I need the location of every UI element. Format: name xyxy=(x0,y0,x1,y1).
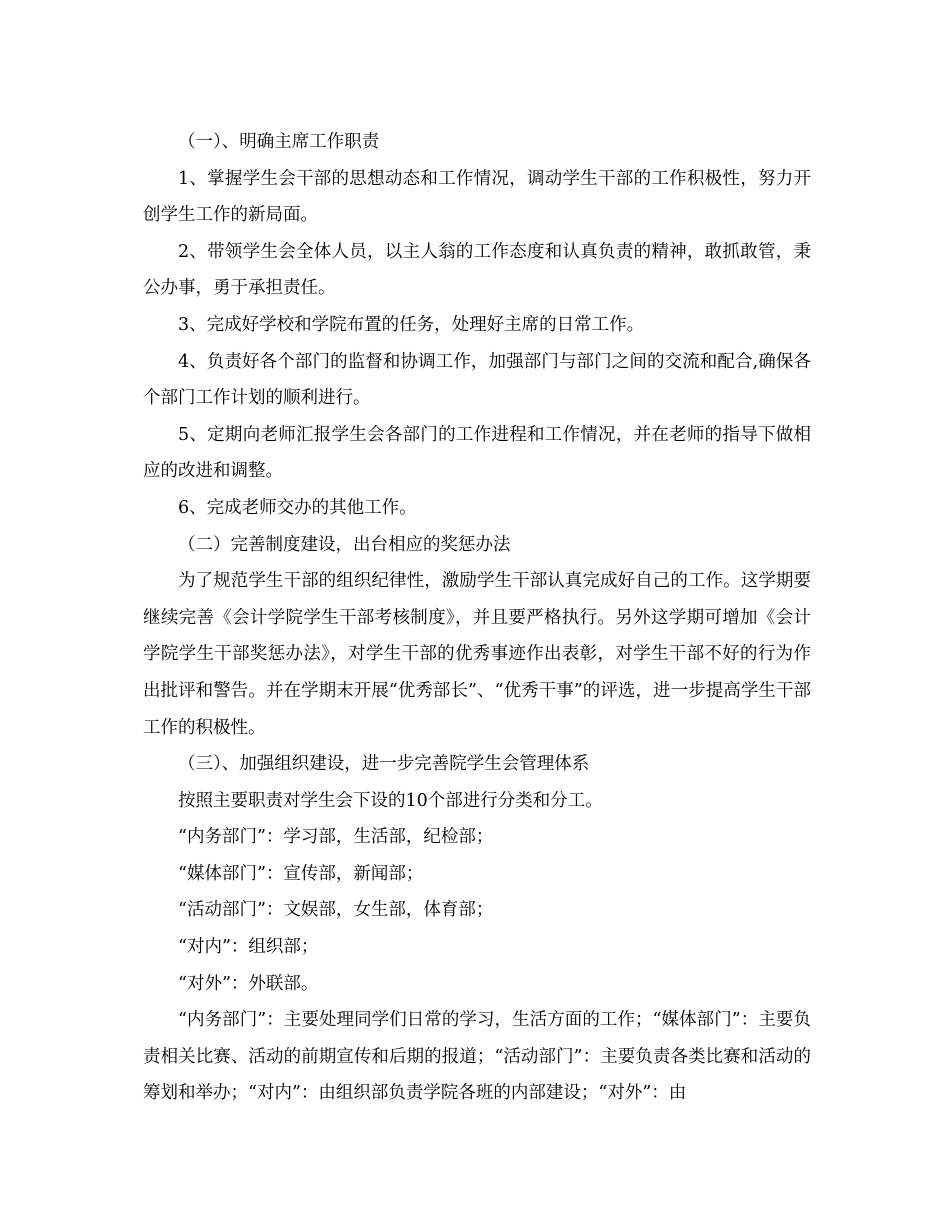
paragraph-8: 按照主要职责对学生会下设的10个部进行分类和分工。 xyxy=(178,790,603,811)
list-item-media: “媒体部门”：宣传部，新闻部； xyxy=(178,863,424,884)
paragraph-1: 1、掌握学生会干部的思想动态和工作情况，调动学生干部的工作积极性，努力开创学生工作的新局面。 xyxy=(143,168,811,226)
paragraph-4: 4、负责好各个部门的监督和协调工作，加强部门与部门之间的交流和配合,确保各个部门工作计划的顺利进行。 xyxy=(143,351,811,409)
paragraph-9: “内务部门”：主要处理同学们日常的学习，生活方面的工作；“媒体部门”：主要负责相关比赛、活动的前期宣传和后期的报道；“活动部门”：主要负责各类比赛和活动的筹划和举办；“对内”：由组织部负责学院各班的内部建设；“对外”：由 xyxy=(143,1010,811,1104)
document-body xyxy=(143,124,811,1112)
paragraph-5: 5、定期向老师汇报学生会各部门的工作进程和工作情况，并在老师的指导下做相应的改进和调整。 xyxy=(143,424,811,482)
list-item-inward: “对内”：组织部； xyxy=(178,937,319,958)
paragraph-7: 为了规范学生干部的组织纪律性，激励学生干部认真完成好自己的工作。这学期要继续完善《会计学院学生干部考核制度》，并且要严格执行。另外这学期可增加《会计学院学生干部奖惩办法》，对学生干部的优秀事迹作出表彰，对学生干部不好的行为作出批评和警告。并在学期末开展“优秀部长”、“优秀干事”的评选，进一步提高学生干部工作的积极性。 xyxy=(143,571,811,738)
list-item-activity: “活动部门”：文娱部，女生部，体育部； xyxy=(178,900,494,921)
section-heading-3: （三）、加强组织建设，进一步完善院学生会管理体系 xyxy=(178,754,590,775)
paragraph-2: 2、带领学生会全体人员，以主人翁的工作态度和认真负责的精神，敢抓敢管，秉公办事，勇于承担责任。 xyxy=(143,241,811,299)
list-item-outward: “对外”：外联部。 xyxy=(178,973,319,994)
list-item-internal: “内务部门”：学习部，生活部，纪检部； xyxy=(178,827,494,848)
paragraph-3: 3、完成好学校和学院布置的任务，处理好主席的日常工作。 xyxy=(178,314,645,335)
section-heading-2: （二）完善制度建设，出台相应的奖惩办法 xyxy=(178,534,511,555)
section-heading-1: （一）、明确主席工作职责 xyxy=(178,132,380,152)
paragraph-6: 6、完成老师交办的其他工作。 xyxy=(178,497,417,518)
